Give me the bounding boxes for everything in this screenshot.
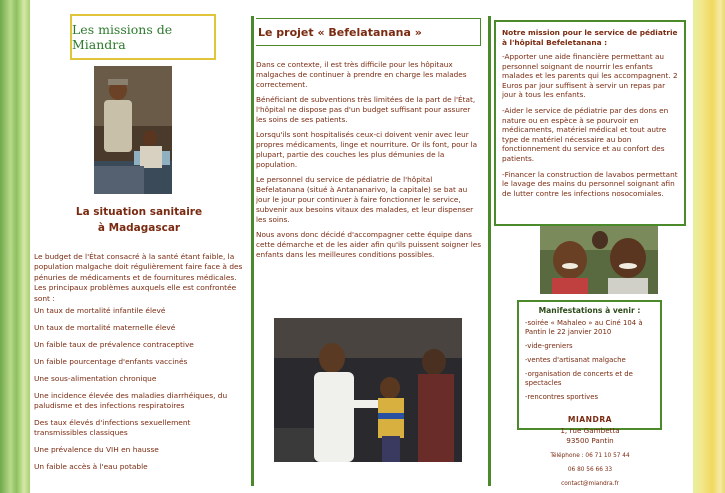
photo-health-worker [94, 66, 172, 194]
list-item: -vide-greniers [525, 342, 573, 350]
list-item: Un taux de mortalité maternelle élevé [34, 323, 176, 332]
mission-item: -Aider le service de pédiatrie par des dons en nature ou en espèce à se pourvoir en médicaments, matériel médical et tout autre type de matériel nécessaire au bon fonctionnement du service et au confort des patients. [502, 105, 669, 163]
phone-secondary: 06 80 56 66 33 [567, 467, 613, 473]
project-description [256, 60, 481, 265]
address-street: 1, rue Gambetta [560, 426, 620, 435]
decorative-right-border [693, 0, 725, 493]
decorative-left-border [0, 0, 30, 493]
missions-title: Les missions de Miandra [70, 14, 216, 60]
photo-children [540, 226, 658, 294]
list-item: -soirée « Mahaleo » au Ciné 104 à Pantin le 22 janvier 2010 [525, 319, 643, 336]
paragraph: Bénéficiant de subventions très limitées de la part de l'État, l'hôpital ne dispose pas d'un budget suffisant pour assurer les soins de ses patients. [256, 95, 476, 124]
list-item: Une prévalence du VIH en hausse [34, 445, 159, 454]
list-item: Un faible pourcentage d'enfants vaccinés [34, 357, 188, 366]
phone-primary: Téléphone : 06 71 10 57 44 [550, 453, 630, 459]
health-situation-heading: La situation sanitaire à Madagascar [75, 206, 203, 234]
mission-item: -Apporter une aide financière permettant au personnel soignant de nourrir les enfants malades et les parents qui les accompagnent. 2 Euros par jour suffisent à servir un repas par jour à tous les enfants. [502, 52, 678, 100]
mission-box [494, 20, 686, 226]
list-item: -rencontres sportives [525, 393, 599, 401]
organization-name: MIANDRA [567, 415, 613, 424]
list-item: Une sous-alimentation chronique [34, 374, 157, 383]
paragraph: Le personnel du service de pédiatrie de l'hôpital Befelatanana (situé à Antananarivo, la capitale) se bat au jour le jour pour continuer à faire fonctionner le service, subvenir aux besoins vitaux des malades, et leur dispenser les soins. [256, 175, 474, 224]
list-item: Un taux de mortalité infantile élevé [34, 306, 166, 315]
list-item: Un faible accès à l'eau potable [34, 462, 148, 471]
column-missions [34, 14, 244, 471]
paragraph: Dans ce contexte, il est très difficile pour les hôpitaux malgaches de continuer à prendre en charge les malades correctement. [256, 60, 467, 89]
email-address: contact@miandra.fr [561, 481, 619, 487]
upcoming-events-box [517, 300, 662, 430]
list-item: -organisation de concerts et de spectacles [525, 370, 633, 387]
contact-block [494, 415, 686, 488]
mission-heading: Notre mission pour le service de pédiatrie à l'hôpital Befeletanana : [502, 28, 678, 47]
column-divider [251, 16, 254, 486]
mission-item: -Financer la construction de lavabos permettant le lavage des mains du personnel soignant afin de lutter contre les infections nosocomiales. [502, 169, 678, 198]
list-item: Des taux élevés d'infections sexuellement transmissibles classiques [34, 418, 191, 437]
address-city: 93500 Pantin [566, 436, 614, 445]
list-item: Une incidence élevée des maladies diarrhéiques, du paludisme et des infections respiratoires [34, 391, 228, 410]
list-item: Un faible taux de prévalence contraceptive [34, 340, 194, 349]
paragraph: Nous avons donc décidé d'accompagner cette équipe dans cette démarche et de les aider afin qu'ils puissent soigner les enfants dans les meilleures conditions possibles. [256, 230, 482, 259]
photo-nurse-with-child [274, 318, 462, 462]
events-heading: Manifestations à venir : [538, 306, 641, 315]
list-item: -ventes d'artisanat malgache [525, 356, 626, 364]
events-list [525, 319, 654, 402]
health-intro-text: Le budget de l'État consacré à la santé étant faible, la population malgache doit régulièrement faire face à des pénuries de médicaments et de fournitures médicales. Les principaux problèmes auxquels elle est confrontée sont : [34, 252, 243, 303]
health-problems-list [34, 306, 244, 479]
project-title: Le projet « Befelatanana » [256, 18, 481, 46]
paragraph: Lorsqu'ils sont hospitalisés ceux-ci doivent venir avec leur propres médicaments, linge et nourriture. Or ils font, pour la plupart, partie des couches les plus démunies de la population. [256, 130, 478, 169]
column-divider [488, 16, 491, 486]
